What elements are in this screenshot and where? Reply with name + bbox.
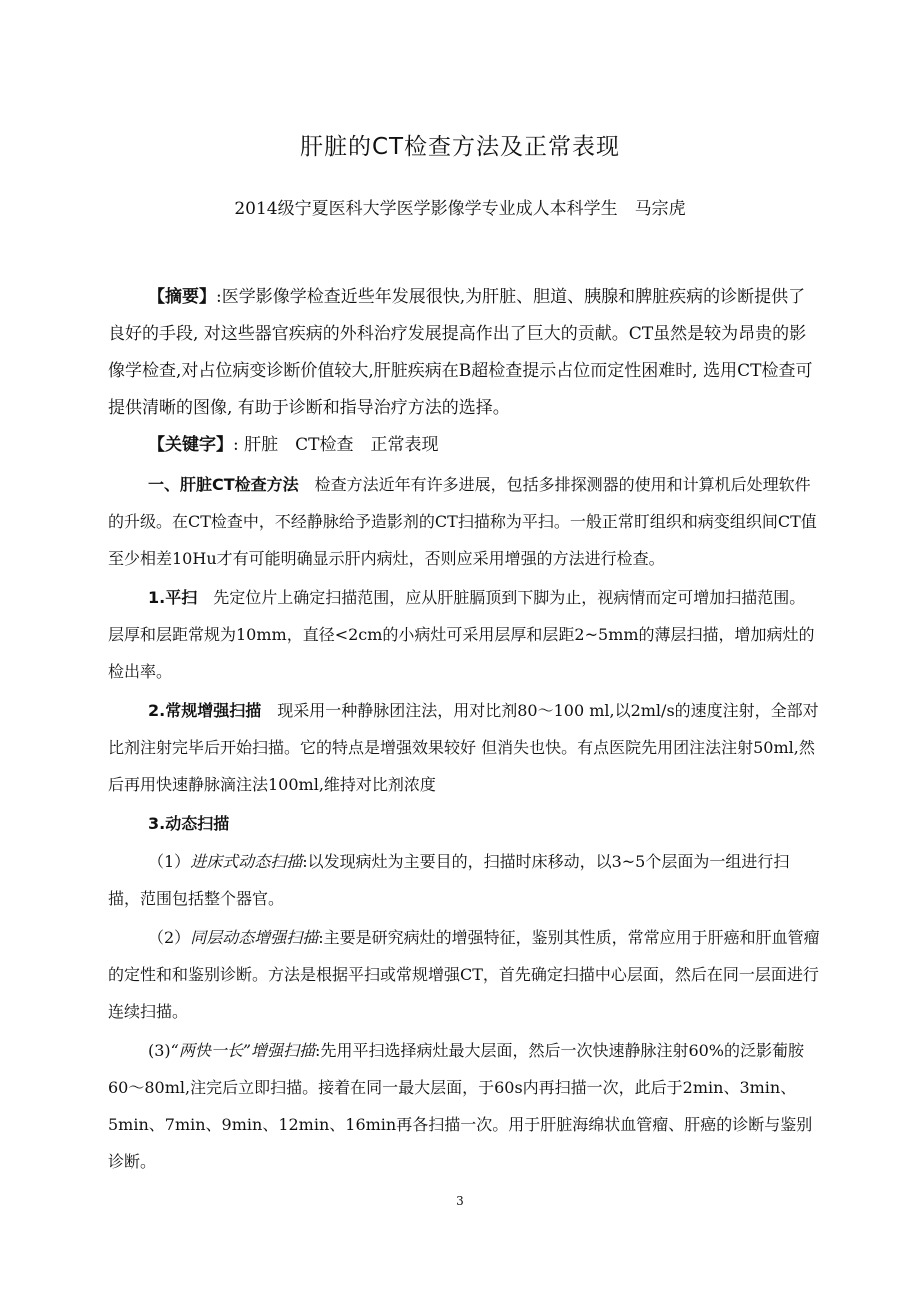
keywords-text: : 肝脏 CT检查 正常表现 <box>233 435 439 455</box>
item-number: （1） <box>148 852 191 871</box>
page-number: 3 <box>456 1194 464 1208</box>
section-plain-scan <box>108 579 820 690</box>
section-heading: 一、肝脏CT检查方法 <box>148 475 299 494</box>
section-dynamic-scan <box>108 805 820 842</box>
abstract-text: :医学影像学检查近些年发展很快,为肝脏、胆道、胰腺和脾脏疾病的诊断提供了良好的手段, 对这些器官疾病的外科治疗发展提高作出了巨大的贡献。CT虽然是较为昂贵的影像学检查,对占位病变诊断价值较大,肝脏疾病在B超检查提示占位而定性困难时, 选用CT检查可提供清晰的图像, 有助于诊断和指导治疗方法的选择。 <box>108 287 813 418</box>
list-item-2 <box>108 919 820 1030</box>
abstract-label: 【摘要】 <box>148 287 216 307</box>
section-heading: 1.平扫 <box>148 588 198 607</box>
author-line: 2014级宁夏医科大学医学影像学专业成人本科学生 马宗虎 <box>234 199 686 219</box>
section-text: 检查方法近年有许多进展，包括多排探测器的使用和计算机后处理软件的升级。在CT检查中，不经静脉给予造影剂的CT扫描称为平扫。一般正常盯组织和病变组织间CT值至少相差10Hu才有可能明确显示肝内病灶，否则应采用增强的方法进行检查。 <box>108 475 817 568</box>
item-number: (3) <box>148 1041 171 1060</box>
document-title: 肝脏的CT检查方法及正常表现 <box>299 134 621 160</box>
section-enhanced-scan <box>108 692 820 803</box>
item-text: :以发现病灶为主要目的，扫描时床移动，以3~5个层面为一组进行扫描，范围包括整个器官。 <box>108 852 790 908</box>
item-text: :先用平扫选择病灶最大层面，然后一次快速静脉注射60%的泛影葡胺60～80ml,注完后立即扫描。接着在同一最大层面，于60s内再扫描一次，此后于2min、3min、5min、7min、9min、12min、16min再各扫描一次。用于肝脏海绵状血管瘤、肝癌的诊断与鉴别诊断。 <box>108 1041 813 1171</box>
item-heading: 进床式动态扫描 <box>190 852 303 871</box>
list-item-1 <box>108 843 820 917</box>
section-text: 现采用一种静脉团注法，用对比剂80～100 ml,以2ml/s的速度注射，全部对比剂注射完毕后开始扫描。它的特点是增强效果较好 但消失也快。有点医院先用团注法注射50ml,然后再用快速静脉滴注法100ml,维持对比剂浓度 <box>108 701 819 794</box>
item-heading: 同层动态增强扫描 <box>190 928 319 947</box>
item-heading: “两快一长”增强扫描 <box>170 1041 316 1060</box>
item-text: :主要是研究病灶的增强特征，鉴别其性质，常常应用于肝癌和肝血管瘤的定性和和鉴别诊断。方法是根据平扫或常规增强CT，首先确定扫描中心层面，然后在同一层面进行连续扫描。 <box>108 928 820 1021</box>
item-number: （2） <box>148 928 191 947</box>
keywords-paragraph <box>108 427 820 464</box>
abstract-paragraph <box>108 279 820 427</box>
section-ct-method <box>108 466 820 577</box>
section-heading: 2.常规增强扫描 <box>148 701 262 720</box>
section-text: 先定位片上确定扫描范围，应从肝脏膈顶到下脚为止，视病情而定可增加扫描范围。层厚和层距常规为10mm，直径<2cm的小病灶可采用层厚和层距2~5mm的薄层扫描，增加病灶的检出率。 <box>108 588 815 681</box>
section-heading: 3.动态扫描 <box>148 814 230 833</box>
keywords-label: 【关键字】 <box>148 435 233 455</box>
document-body <box>108 279 820 1182</box>
list-item-3 <box>108 1032 820 1180</box>
